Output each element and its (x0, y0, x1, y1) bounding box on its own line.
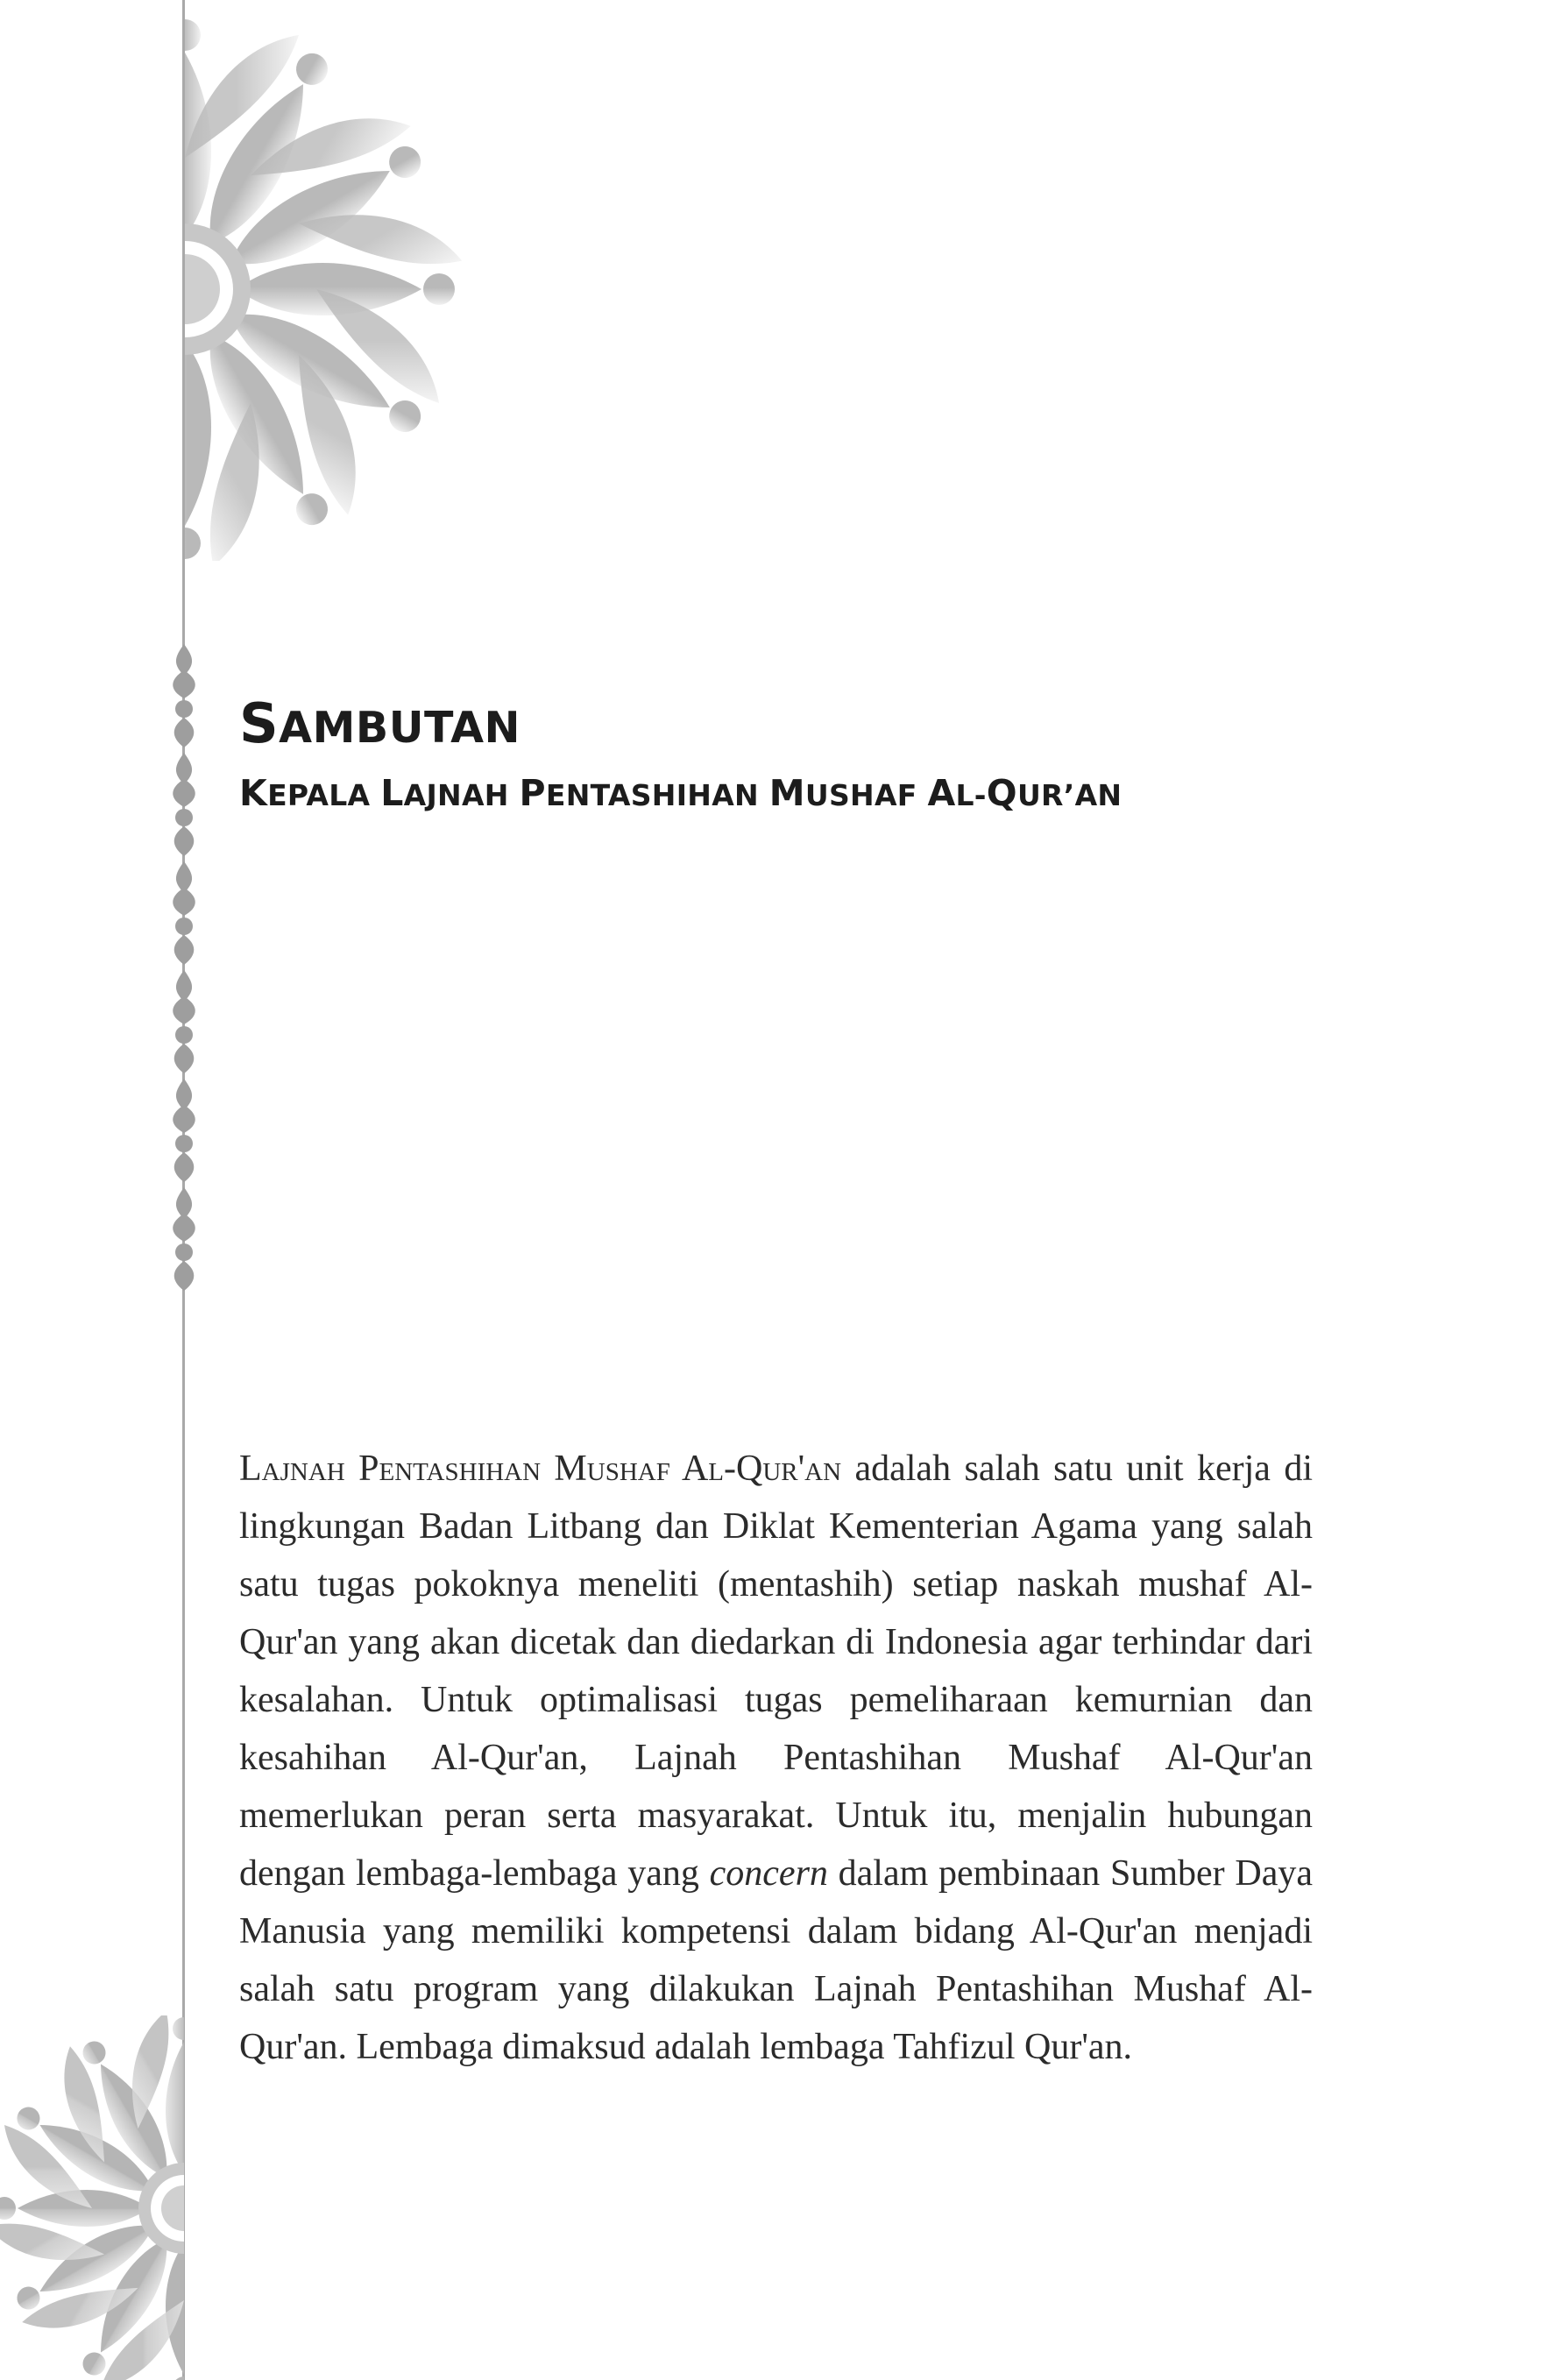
floral-medallion-bottom-icon (0, 2015, 184, 2380)
italic-term: concern (709, 1853, 828, 1894)
body-paragraph (239, 1440, 1313, 2076)
page-subtitle: KEPALA LAJNAH PENTASHIHAN MUSHAF AL-QUR’AN (239, 772, 1123, 814)
lead-in-small-caps: Lajnah Pentashihan Mushaf Al-Qur'an (239, 1449, 842, 1489)
page-title: SAMBUTAN (239, 691, 521, 755)
paragraph-text-end: dalam pembinaan Sumber Daya Manusia yang memiliki kompetensi dalam bidang Al-Qur'an menjadi salah satu program yang dilakukan Lajnah Pentashihan Mushaf Al-Qur'an. Lembaga dimaksud adalah lembaga Tahfizul Qur'an. (239, 1853, 1314, 2067)
section-heading (239, 692, 1378, 820)
floral-medallion-top-icon (185, 0, 474, 561)
bead-chain-icon (158, 644, 210, 1297)
paragraph-text: adalah salah satu unit kerja di lingkungan Badan Litbang dan Diklat Kementerian Agama yang salah satu tugas pokoknya meneliti (mentashih) setiap naskah mushaf Al-Qur'an yang akan dicetak dan diedarkan di Indonesia agar terhindar dari kesalahan. Untuk optimalisasi tugas pemeliharaan kemurnian dan kesahihan Al-Qur'an, Lajnah Pentashihan Mushaf Al-Qur'an memerlukan peran serta masyarakat. Untuk itu, menjalin hubungan dengan lembaga-lembaga yang (239, 1449, 1313, 1894)
